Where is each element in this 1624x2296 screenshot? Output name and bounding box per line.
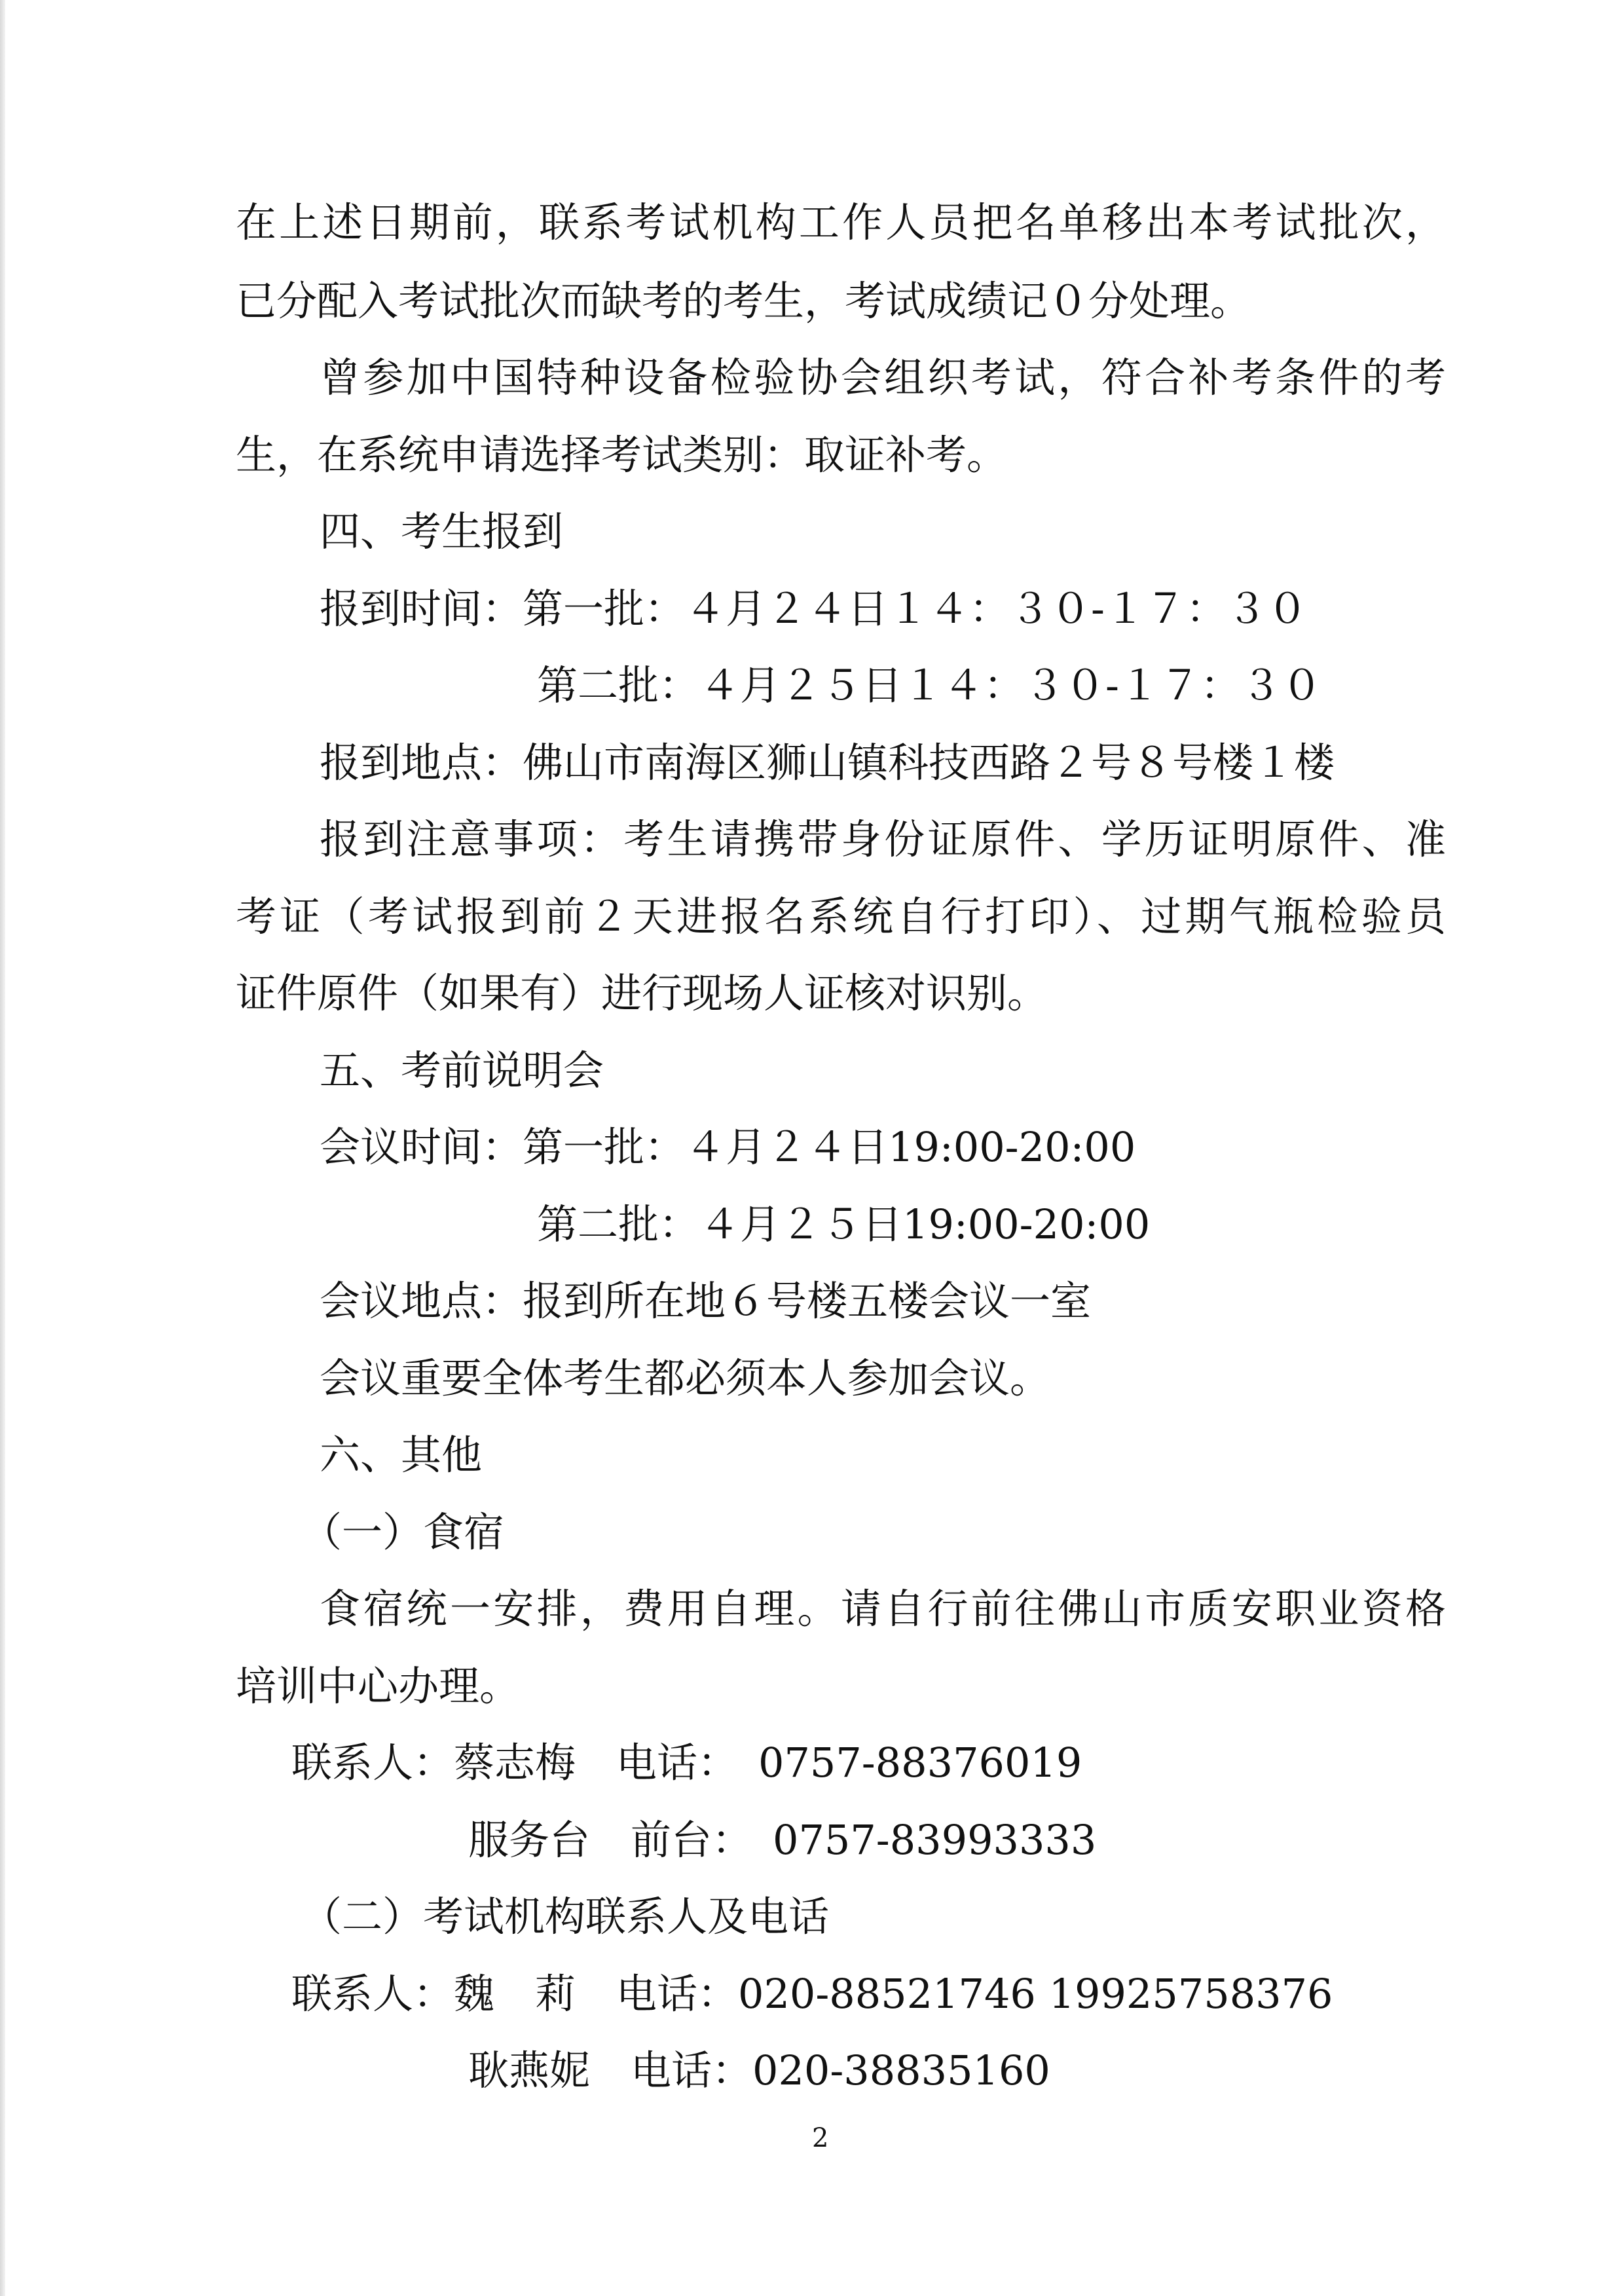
section-heading: 六、其他 — [320, 1431, 483, 1479]
text-line: 已分配入考试批次而缺考的考生，考试成绩记０分处理。 — [236, 277, 1251, 325]
section-heading: 四、考生报到 — [320, 508, 564, 555]
text-line: 会议时间：第一批：４月２４日19:00-20:00 — [320, 1123, 1136, 1171]
contact-line: 联系人：魏 莉 电话：020-88521746 19925758376 — [291, 1970, 1333, 2018]
text-line: 在上述日期前，联系考试机构工作人员把名单移出本考试批次， — [236, 198, 1446, 246]
text-line: 报到时间：第一批：４月２４日１４：３０-１７：３０ — [320, 585, 1308, 633]
text-line: 培训中心办理。 — [236, 1662, 521, 1710]
text-line: 食宿统一安排，费用自理。请自行前往佛山市质安职业资格 — [320, 1585, 1446, 1633]
text-line: 曾参加中国特种设备检验协会组织考试，符合补考条件的考 — [320, 354, 1446, 401]
subsection-heading: （二）考试机构联系人及电话 — [301, 1893, 830, 1940]
text-line: 第二批：４月２５日19:00-20:00 — [537, 1200, 1151, 1248]
page-number: 2 — [812, 2123, 829, 2153]
text-line: 报到注意事项：考生请携带身份证原件、学历证明原件、准 — [320, 815, 1446, 863]
text-line: 会议重要全体考生都必须本人参加会议。 — [320, 1354, 1051, 1402]
text-line: 会议地点：报到所在地６号楼五楼会议一室 — [320, 1277, 1092, 1325]
text-line: 第二批：４月２５日１４：３０-１７：３０ — [537, 661, 1322, 709]
text-line: 报到地点：佛山市南海区狮山镇科技西路２号８号楼１楼 — [320, 739, 1335, 787]
contact-line: 服务台 前台： 0757-83993333 — [468, 1816, 1097, 1864]
subsection-heading: （一）食宿 — [301, 1508, 505, 1556]
text-line: 生，在系统申请选择考试类别：取证补考。 — [236, 431, 1008, 479]
text-line: 考证（考试报到前２天进报名系统自行打印）、过期气瓶检验员 — [236, 893, 1446, 940]
contact-line: 联系人：蔡志梅 电话： 0757-88376019 — [291, 1739, 1082, 1787]
text-line: 证件原件（如果有）进行现场人证核对识别。 — [236, 969, 1048, 1017]
scan-edge — [0, 0, 5, 2296]
section-heading: 五、考前说明会 — [320, 1046, 604, 1094]
contact-line: 耿燕妮 电话：020-38835160 — [468, 2046, 1050, 2094]
